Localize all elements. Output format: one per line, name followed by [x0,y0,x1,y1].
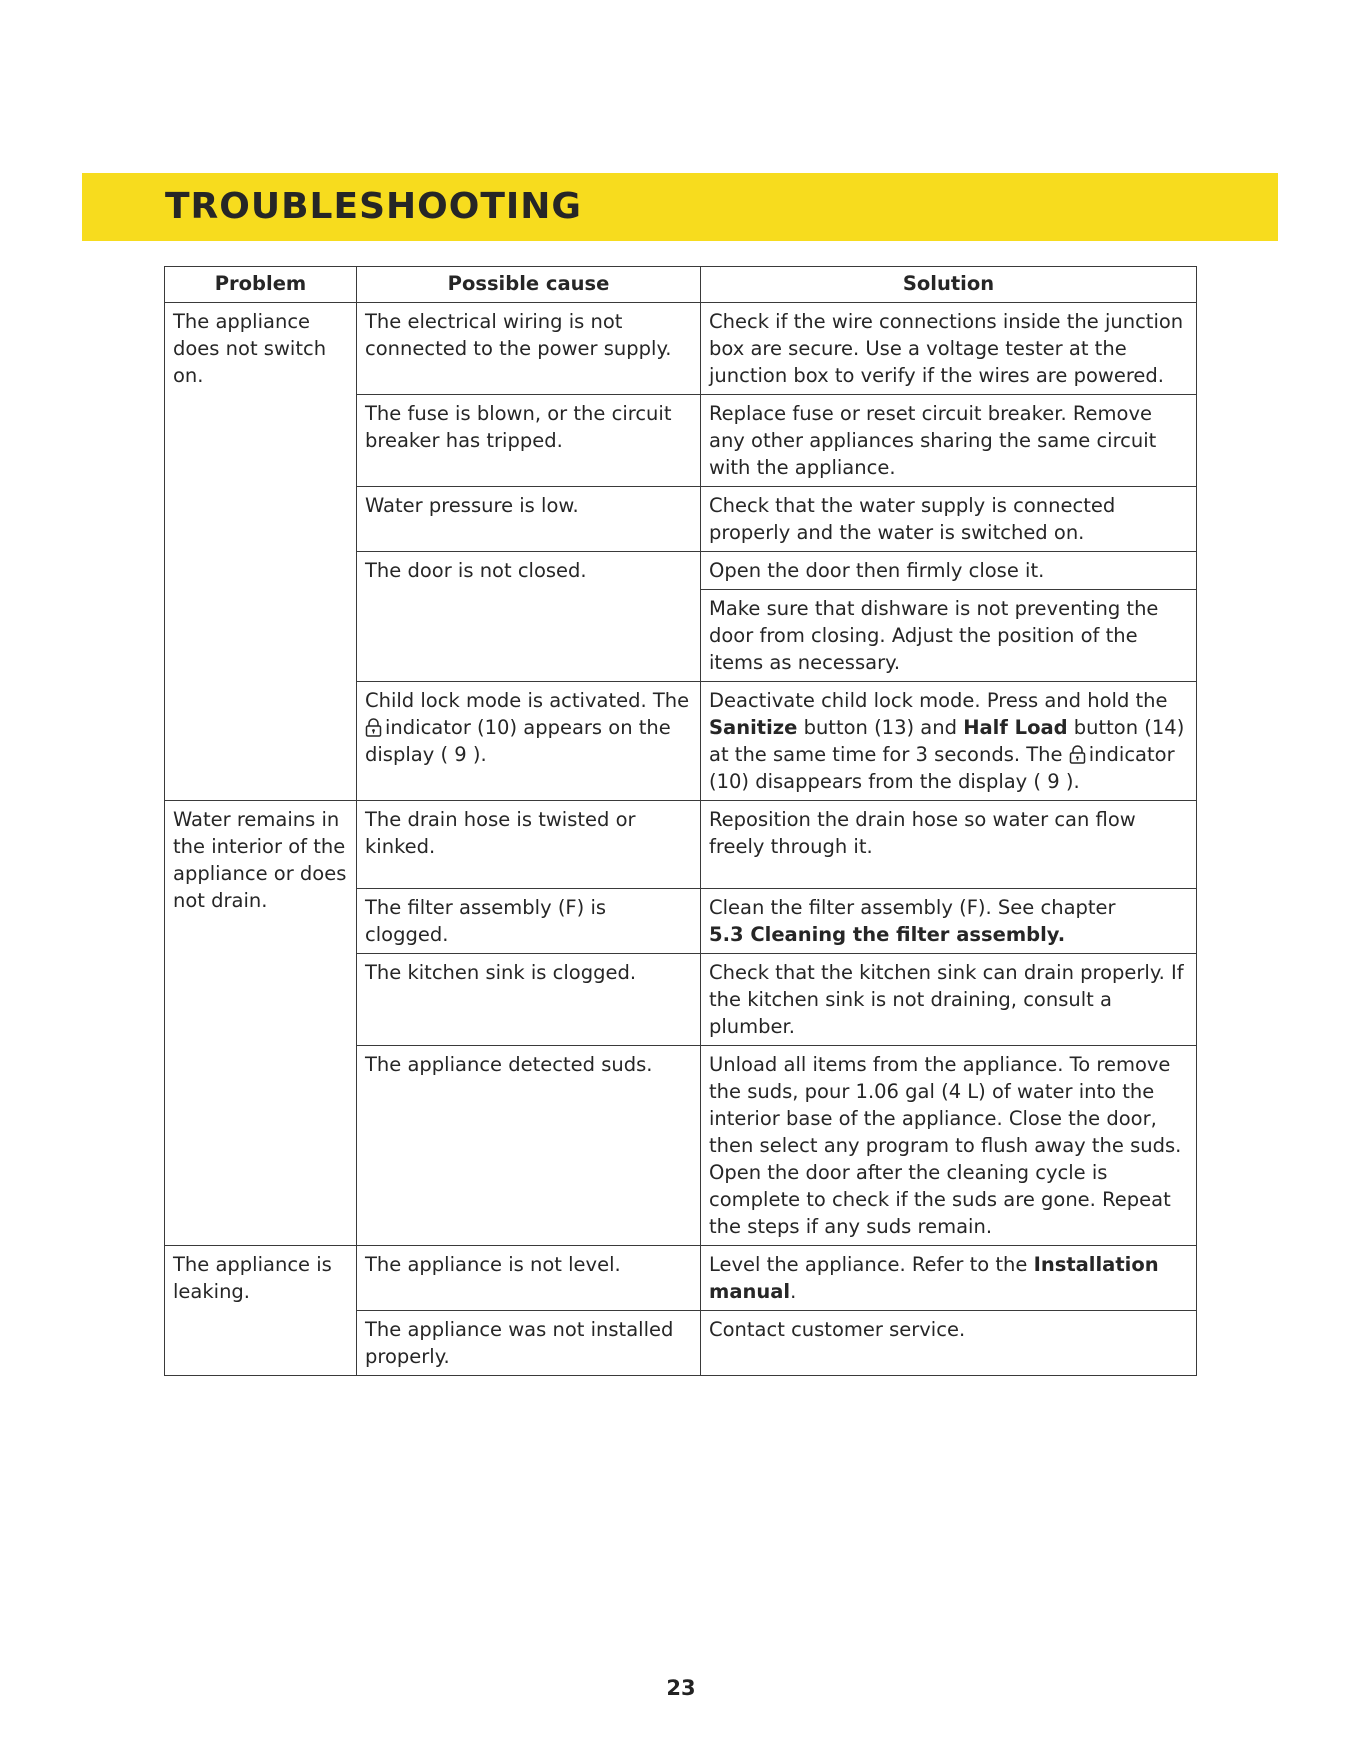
page-number: 23 [666,1676,696,1700]
header-possible-cause: Possible cause [357,267,701,303]
solution-cell: Make sure that dishware is not preventing the door from closing. Adjust the position of the items as necessary. [701,590,1197,682]
problem-cell: The appliance does not switch on. [165,303,357,801]
table-row [165,801,1197,889]
solution-cell: Check that the water supply is connected properly and the water is switched on. [701,487,1197,552]
solution-cell: Unload all items from the appliance. To remove the suds, pour 1.06 gal (4 L) of water into the interior base of the appliance. Close the door, then select any program to flush away the suds. Open the door after the cleaning cycle is complete to check if the suds are gone. Repeat the steps if any suds remain. [701,1046,1197,1246]
solution-text: Clean the filter assembly (F). See chapter [709,896,1116,919]
cause-cell: The drain hose is twisted or kinked. [357,801,701,889]
solution-cell: Open the door then firmly close it. [701,552,1197,590]
padlock-icon [365,718,382,737]
sanitize-button-ref: Sanitize [709,716,798,739]
table-row [165,303,1197,395]
cause-cell: The appliance was not installed properly. [357,1311,701,1376]
page-title: TROUBLESHOOTING [165,186,582,227]
solution-cell: Reposition the drain hose so water can flow freely through it. [701,801,1197,889]
manual-reference: Installation manual [709,1253,1159,1303]
solution-cell [701,889,1197,954]
solution-text: Level the appliance. Refer to the [709,1253,1028,1276]
solution-cell: Check that the kitchen sink can drain properly. If the kitchen sink is not draining, consult a plumber. [701,954,1197,1046]
cause-text: Child lock mode is activated. The [365,689,690,712]
cause-cell: The electrical wiring is not connected to the power supply. [357,303,701,395]
cause-cell: The kitchen sink is clogged. [357,954,701,1046]
solution-cell [701,682,1197,801]
problem-cell: Water remains in the interior of the appliance or does not drain. [165,801,357,1246]
header-problem: Problem [165,267,357,303]
table-header-row [165,267,1197,303]
solution-cell: Replace fuse or reset circuit breaker. Remove any other appliances sharing the same circuit with the appliance. [701,395,1197,487]
solution-text: indicator (10) disappears from the display ( 9 ). [709,743,1175,793]
half-load-button-ref: Half Load [963,716,1068,739]
padlock-icon [1069,745,1086,764]
chapter-reference: 5.3 Cleaning the filter assembly. [709,923,1066,946]
solution-cell [701,1246,1197,1311]
cause-cell [357,682,701,801]
cause-cell: The fuse is blown, or the circuit breaker has tripped. [357,395,701,487]
solution-cell: Contact customer service. [701,1311,1197,1376]
solution-text: . [790,1280,797,1303]
solution-cell: Check if the wire connections inside the junction box are secure. Use a voltage tester at the junction box to verify if the wires are powered. [701,303,1197,395]
solution-text: button (14) at the same time for 3 seconds. The [709,716,1185,766]
troubleshooting-table [164,266,1197,1376]
solution-text: Deactivate child lock mode. Press and hold the [709,689,1168,712]
table-row [165,1246,1197,1311]
title-banner [82,173,1278,241]
cause-cell: The filter assembly (F) is clogged. [357,889,701,954]
cause-cell: The appliance is not level. [357,1246,701,1311]
problem-cell: The appliance is leaking. [165,1246,357,1376]
solution-text: button (13) and [803,716,957,739]
header-solution: Solution [701,267,1197,303]
cause-cell: The door is not closed. [357,552,701,682]
cause-text: indicator (10) appears on the display ( 9 ). [365,716,671,766]
cause-cell: The appliance detected suds. [357,1046,701,1246]
cause-cell: Water pressure is low. [357,487,701,552]
